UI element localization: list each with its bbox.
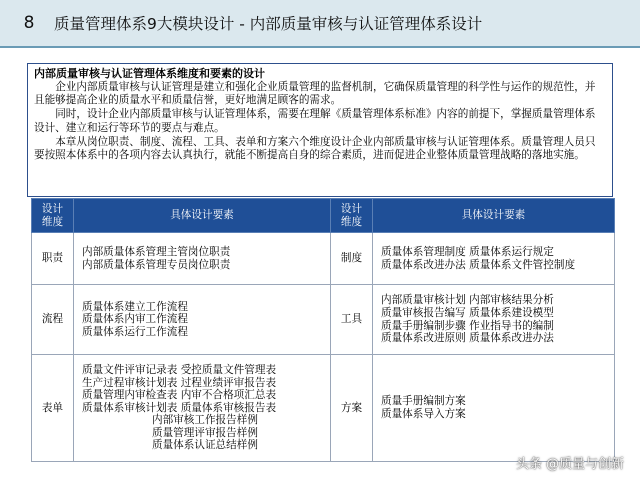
element-item: 质量手册编制方案 (381, 395, 466, 408)
element-item: 质量体系内审工作流程 (82, 313, 188, 326)
elements-cell (373, 233, 615, 285)
element-item: 质量体系认证总结样例 (152, 439, 258, 452)
dimension-cell: 流程 (32, 285, 74, 355)
elements-cell (74, 285, 331, 355)
table-header-row (32, 199, 615, 233)
intro-box (27, 63, 613, 197)
slide-header (0, 0, 640, 46)
table-row (32, 233, 615, 285)
dimension-cell: 制度 (331, 233, 373, 285)
element-item: 质量体系改进原则 质量体系改进办法 (381, 332, 554, 345)
dimension-cell: 工具 (331, 285, 373, 355)
table-row (32, 355, 615, 462)
element-item: 内部质量体系管理主管岗位职责 (82, 245, 231, 258)
elements-cell (373, 355, 615, 462)
element-item: 质量体系导入方案 (381, 408, 466, 420)
element-item: 内部审核工作报告样例 (152, 414, 258, 427)
element-item: 质量体系审核计划表 质量体系审核报告表 (82, 401, 277, 414)
elements-cell (373, 285, 615, 355)
intro-heading: 内部质量审核与认证管理体系维度和要素的设计 (34, 67, 265, 80)
header-dimension: 设计 维度 (32, 199, 74, 233)
elements-cell (74, 233, 331, 285)
header-divider (0, 46, 640, 48)
element-item: 质量手册编制步骤 作业指导书的编制 (381, 319, 554, 332)
element-item: 质量管理内审检查表 内审不合格项汇总表 (82, 389, 277, 402)
section-number: 8 (23, 13, 35, 33)
element-item: 内部质量审核计划 内部审核结果分析 (381, 294, 554, 307)
header-dimension: 设计 维度 (331, 199, 373, 233)
element-item: 质量体系管理制度 质量体系运行规定 (381, 245, 554, 258)
element-item: 质量体系改进办法 质量体系文件管控制度 (381, 258, 576, 271)
header-elements: 具体设计要素 (373, 199, 615, 233)
element-item: 质量审核报告编写 质量体系建设模型 (381, 306, 554, 319)
intro-paragraph: 企业内部质量审核与认证管理是建立和强化企业质量管理的监督机制，它确保质量管理的科学性与运作的规范性，并且能够提高企业的质量水平和质量信誉，更好地满足顾客的需求。 (34, 80, 596, 107)
dimension-cell: 方案 (331, 355, 373, 462)
intro-paragraph: 同时，设计企业内部质量审核与认证管理体系，需要在理解《质量管理体系标准》内容的前提下，掌握质量管理体系设计、建立和运行等环节的要点与难点。 (34, 108, 596, 134)
element-item: 内部质量体系管理专员岗位职责 (82, 258, 231, 271)
element-item: 生产过程审核计划表 过程业绩评审报告表 (82, 376, 277, 389)
design-elements-table (31, 198, 615, 462)
element-item: 质量管理评审报告样例 (152, 426, 258, 439)
slide-title: 质量管理体系9大模块设计 - 内部质量审核与认证管理体系设计 (54, 15, 483, 33)
element-item: 质量文件评审记录表 受控质量文件管理表 (82, 363, 277, 376)
intro-paragraph: 本章从岗位职责、制度、流程、工具、表单和方案六个维度设计企业内部质量审核与认证管理体系。质量管理人员只要按照本体系中的各项内容去认真执行，就能不断提高自身的综合素质，进而促进企业整体质量管理战略的落地实施。 (34, 135, 596, 162)
dimension-cell: 职责 (32, 233, 74, 285)
element-item: 质量体系运行工作流程 (82, 325, 188, 338)
dimension-cell: 表单 (32, 355, 74, 462)
table-row (32, 285, 615, 355)
watermark: 头条 @质量与创新 (515, 457, 624, 472)
elements-cell (74, 355, 331, 462)
header-elements: 具体设计要素 (74, 199, 331, 233)
element-item: 质量体系建立工作流程 (82, 300, 188, 313)
